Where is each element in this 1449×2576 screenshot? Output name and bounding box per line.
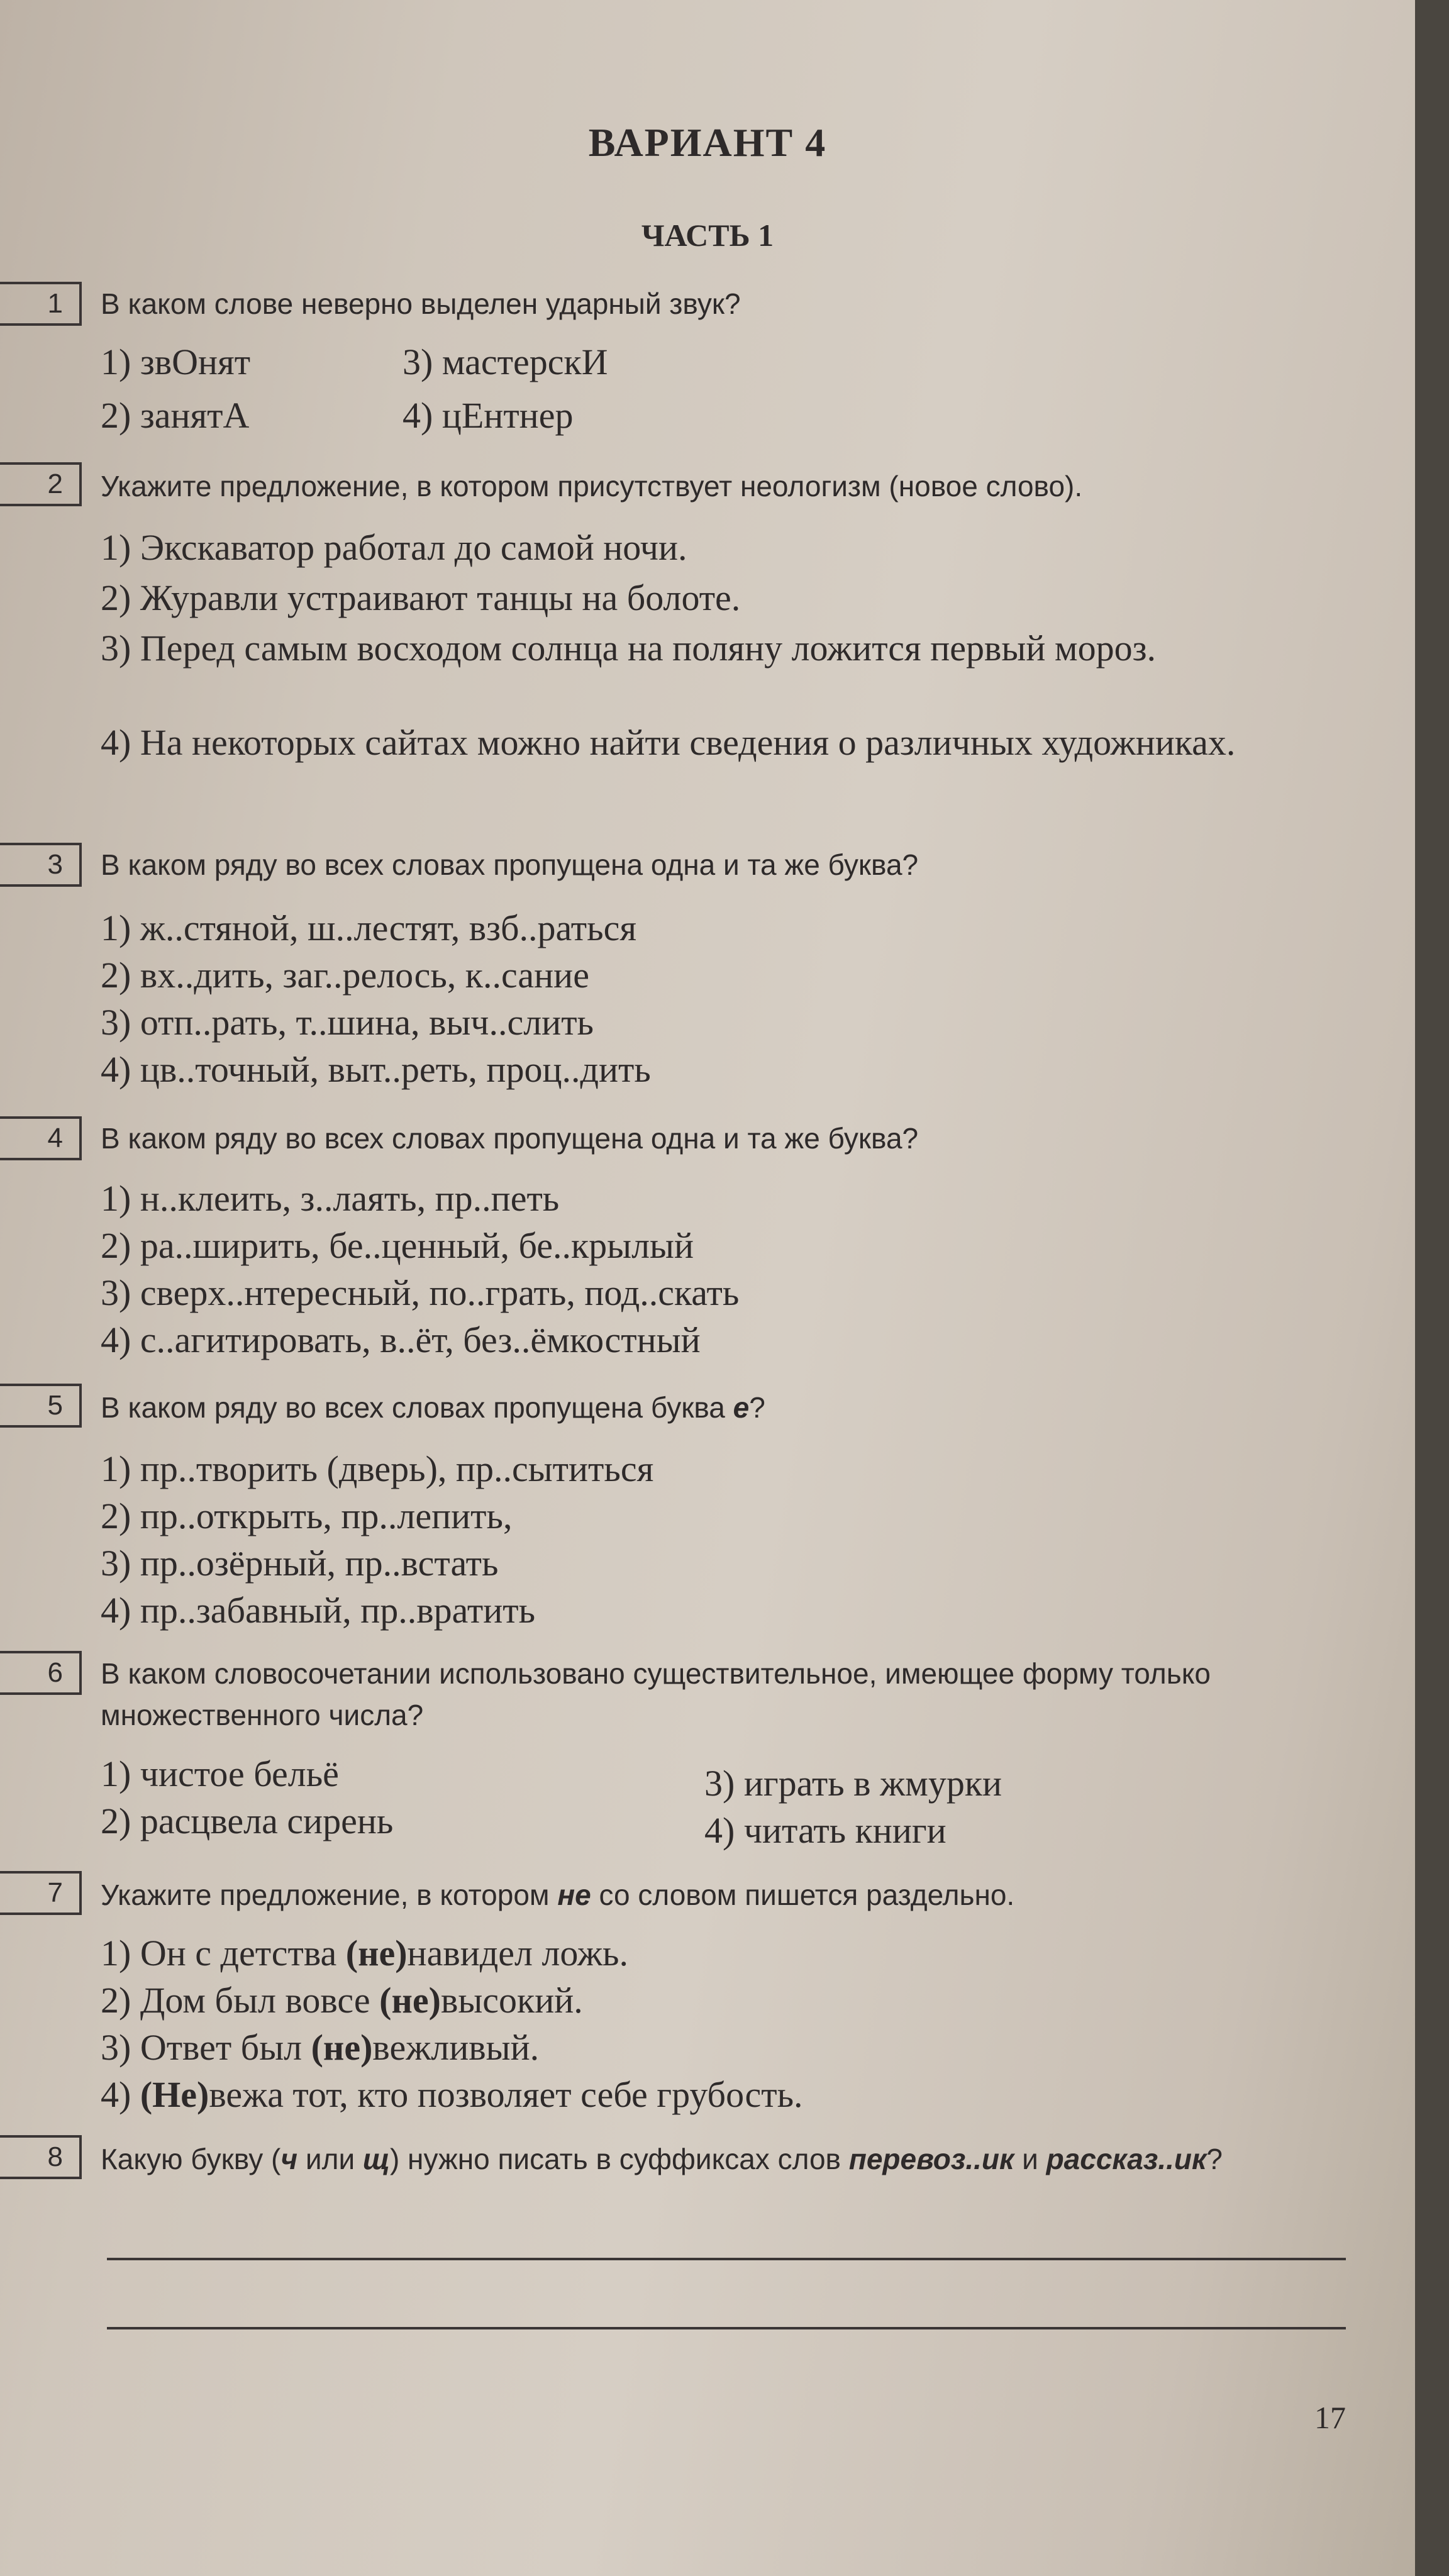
question-number-2: 2 — [0, 462, 82, 506]
q7-o3-ne: (не) — [311, 2027, 373, 2068]
q7-o2-ne: (не) — [379, 1980, 441, 2021]
question-number-4: 4 — [0, 1116, 82, 1160]
q8-letter-ch: ч — [280, 2143, 298, 2175]
q1-option-3: 3) мастерскИ — [402, 341, 608, 382]
question-6-text: В каком словосочетании использовано существительное, имеющее форму только множественного числа? — [101, 1657, 1211, 1731]
q7-o2-a: 2) Дом был вовсе — [101, 1980, 380, 2021]
q7-option-3 — [101, 2025, 539, 2070]
question-4-text: В каком ряду во всех словах пропущена одна и та же буква? — [101, 1122, 919, 1155]
q8-a: Какую букву ( — [101, 2143, 281, 2175]
q3-option-2: 2) вх..дить, заг..релось, к..сание — [101, 955, 589, 996]
question-number-7: 7 — [0, 1871, 82, 1915]
q7-ne: не — [557, 1879, 591, 1911]
question-number-8: 8 — [0, 2135, 82, 2179]
question-2-text: Укажите предложение, в котором присутствует неологизм (новое слово). — [101, 470, 1083, 502]
q4-option-2: 2) ра..ширить, бе..ценный, бе..крылый — [101, 1225, 694, 1266]
q7-text-part: Укажите предложение, в котором — [101, 1879, 558, 1911]
q4-option-3: 3) сверх..нтересный, по..грать, под..скать — [101, 1272, 740, 1313]
q4-option-4: 4) с..агитировать, в..ёт, без..ёмкостный — [101, 1319, 701, 1360]
q7-o1-a: 1) Он с детства — [101, 1933, 346, 1974]
q7-text-end: со словом пишется раздельно. — [591, 1879, 1015, 1911]
q7-o4-a: 4) — [101, 2074, 140, 2115]
q7-option-2 — [101, 1978, 583, 2023]
q7-o4-ne: (Не) — [140, 2074, 209, 2115]
question-number-6: 6 — [0, 1651, 82, 1695]
q3-option-4: 4) цв..точный, выт..реть, проц..дить — [101, 1049, 651, 1090]
q7-option-4 — [101, 2072, 803, 2118]
q3-option-3: 3) отп..рать, т..шина, выч..слить — [101, 1002, 594, 1043]
q5-option-1: 1) пр..творить (дверь), пр..сытиться — [101, 1448, 654, 1489]
q6-option-3: 3) играть в жмурки — [704, 1763, 1002, 1804]
q5-text-end: ? — [749, 1391, 765, 1424]
q8-word-2: рассказ..ик — [1046, 2143, 1207, 2175]
q5-option-4: 4) пр..забавный, пр..вратить — [101, 1590, 536, 1631]
question-3-text: В каком ряду во всех словах пропущена одна и та же буква? — [101, 848, 919, 881]
question-7-text — [101, 1874, 1365, 1916]
q7-o3-a: 3) Ответ был — [101, 2027, 311, 2068]
q2-option-1: 1) Экскаватор работал до самой ночи. — [101, 527, 687, 568]
q6-option-4: 4) читать книги — [704, 1810, 947, 1851]
page-number: 17 — [1314, 2400, 1346, 2435]
question-number-1: 1 — [0, 282, 82, 326]
q3-option-1: 1) ж..стяной, ш..лестят, взб..раться — [101, 908, 637, 948]
section-title: ЧАСТЬ 1 — [641, 218, 774, 253]
q8-i: ? — [1206, 2143, 1223, 2175]
q1-option-1: 1) звОнят — [101, 341, 251, 382]
q7-o2-c: высокий. — [440, 1980, 583, 2021]
q2-option-2: 2) Журавли устраивают танцы на болоте. — [101, 577, 741, 618]
q7-o4-c: вежа тот, кто позволяет себе грубость. — [209, 2074, 803, 2115]
q8-c: или — [297, 2143, 363, 2175]
q1-option-2: 2) занятА — [101, 395, 250, 436]
q8-e: ) нужно писать в суффиксах слов — [389, 2143, 849, 2175]
q5-text-part: В каком ряду во всех словах пропущена буква — [101, 1391, 733, 1424]
q8-g: и — [1014, 2143, 1046, 2175]
q2-option-4: 4) На некоторых сайтах можно найти сведения о различных художниках. — [101, 722, 1236, 763]
q7-option-1 — [101, 1931, 628, 1976]
q5-option-2: 2) пр..открыть, пр..лепить, — [101, 1496, 513, 1536]
question-8-text — [101, 2138, 1365, 2180]
q5-option-3: 3) пр..озёрный, пр..встать — [101, 1543, 499, 1584]
q7-o3-c: вежливый. — [372, 2027, 540, 2068]
q4-option-1: 1) н..клеить, з..лаять, пр..петь — [101, 1178, 560, 1219]
q8-word-1: перевоз..ик — [848, 2143, 1014, 2175]
question-1-text: В каком слове неверно выделен ударный звук? — [101, 287, 741, 320]
page-title: ВАРИАНТ 4 — [588, 120, 827, 165]
q2-option-3: 3) Перед самым восходом солнца на поляну ложится первый мороз. — [101, 628, 1156, 669]
q6-option-2: 2) расцвела сирень — [101, 1801, 394, 1841]
q8-letter-shch: щ — [362, 2143, 390, 2175]
question-number-3: 3 — [0, 843, 82, 887]
answer-line-1[interactable] — [107, 2258, 1346, 2260]
answer-line-2[interactable] — [107, 2327, 1346, 2329]
question-5-text — [101, 1387, 1365, 1428]
q5-letter: е — [733, 1391, 750, 1424]
q6-option-1: 1) чистое бельё — [101, 1753, 339, 1794]
q7-o1-c: навидел ложь. — [407, 1933, 628, 1974]
q1-option-4: 4) цЕнтнер — [402, 395, 574, 436]
q7-o1-ne: (не) — [345, 1933, 408, 1974]
question-number-5: 5 — [0, 1384, 82, 1428]
